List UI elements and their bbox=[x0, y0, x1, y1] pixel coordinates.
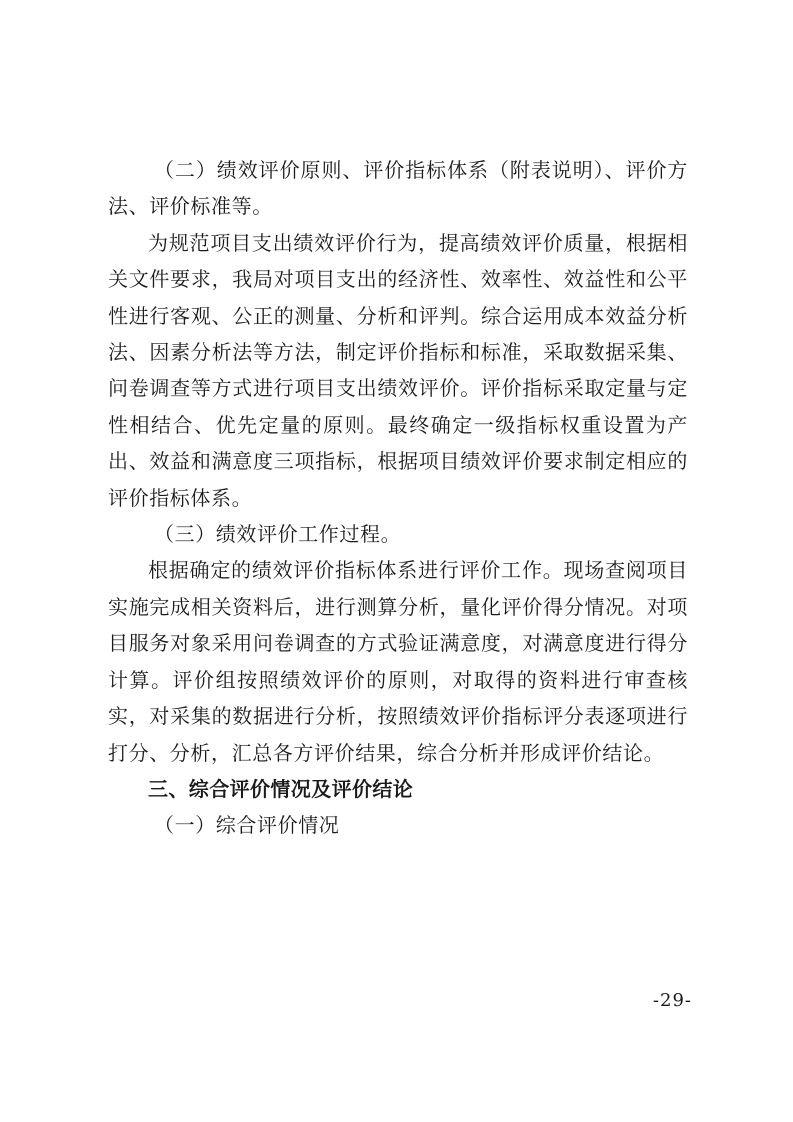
paragraph-evaluation-process: 根据确定的绩效评价指标体系进行评价工作。现场查阅项目实施完成相关资料后，进行测算分析，量化评价得分情况。对项目服务对象采用问卷调查的方式验证满意度，对满意度进行得分计算。评价组按照绩效评价的原则，对取得的资料进行审查核实，对采集的数据进行分析，按照绩效评价指标评分表逐项进行打分、分析，汇总各方评价结果，综合分析并形成评价结论。 bbox=[108, 558, 688, 765]
page-number: -29- bbox=[652, 990, 692, 1011]
paragraph-evaluation-methods: 为规范项目支出绩效评价行为，提高绩效评价质量，根据相关文件要求，我局对项目支出的经济性、效率性、效益性和公平性进行客观、公正的测量、分析和评判。综合运用成本效益分析法、因素分析法等方法，制定评价指标和标准，采取数据采集、问卷调查等方式进行项目支出绩效评价。评价指标采取定量与定性相结合、优先定量的原则。最终确定一级指标权重设置为产出、效益和满意度三项指标，根据项目绩效评价要求制定相应的评价指标体系。 bbox=[108, 230, 688, 510]
section-heading-evaluation-principles: （二）绩效评价原则、评价指标体系（附表说明）、评价方法、评价标准等。 bbox=[108, 158, 688, 219]
chapter-heading-comprehensive-evaluation: 三、综合评价情况及评价结论 bbox=[148, 776, 414, 801]
section-heading-evaluation-process: （三）绩效评价工作过程。 bbox=[154, 522, 402, 547]
subsection-heading-comprehensive-status: （一）综合评价情况 bbox=[154, 813, 340, 838]
document-body bbox=[108, 152, 688, 844]
